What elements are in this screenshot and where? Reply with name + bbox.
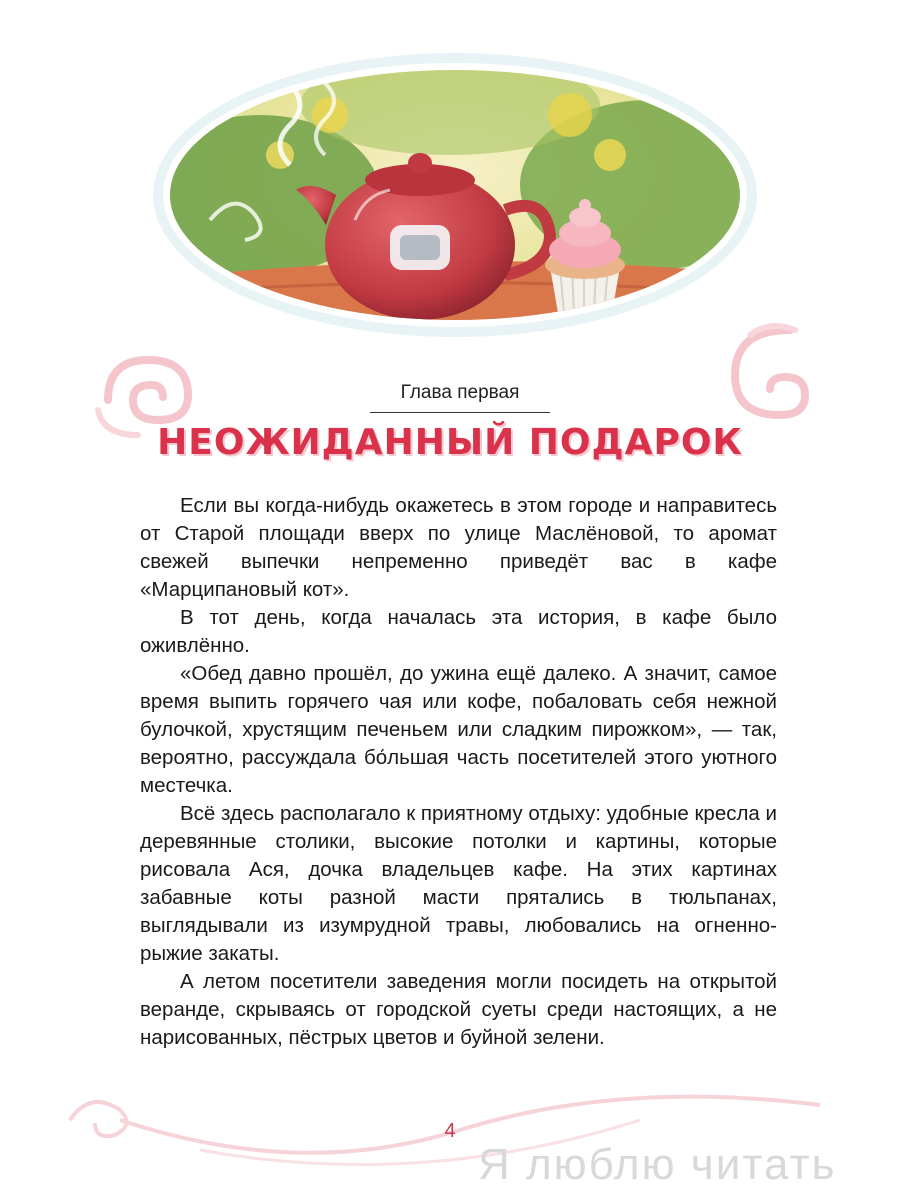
paragraph: Всё здесь располагало к приятному отдыху: удобные кресла и деревянные столики, высокие потолки и картины, которые рисовала Ася, дочка владельцев кафе. На этих картинах забавные коты разной масти прятались в тюльпанах, выглядывали из изумрудной травы, любовались на огненно-рыжие закаты. (140, 802, 777, 965)
teapot-cupcake-illustration (150, 45, 760, 365)
watermark: Я люблю читать (478, 1140, 837, 1189)
chapter-title: НЕОЖИДАННЫЙ ПОДАРОК (157, 422, 743, 463)
swirl-decoration-right (715, 315, 815, 435)
chapter-label: Глава первая (370, 382, 550, 413)
paragraph: Если вы когда-нибудь окажетесь в этом городе и направитесь от Старой площади вверх по улице Маслёновой, то аромат свежей выпечки непременно приведёт вас в кафе «Марципановый кот». (140, 494, 777, 601)
paragraph: «Обед давно прошёл, до ужина ещё далеко. А значит, самое время выпить горячего чая или кофе, побаловать себя нежной булочкой, хрустящим печеньем или сладким пирожком», — так, вероятно, рассуждала бо́льшая часть посетителей этого уютного местечка. (140, 662, 777, 797)
paragraph: А летом посетители заведения могли посидеть на открытой веранде, скрываясь от городской суеты среди настоящих, а не нарисованных, пёстрых цветов и буйной зелени. (140, 970, 777, 1049)
page-number: 4 (444, 1120, 456, 1142)
body-text (140, 492, 777, 1052)
paragraph: В тот день, когда началась эта история, в кафе было оживлённо. (140, 606, 777, 657)
